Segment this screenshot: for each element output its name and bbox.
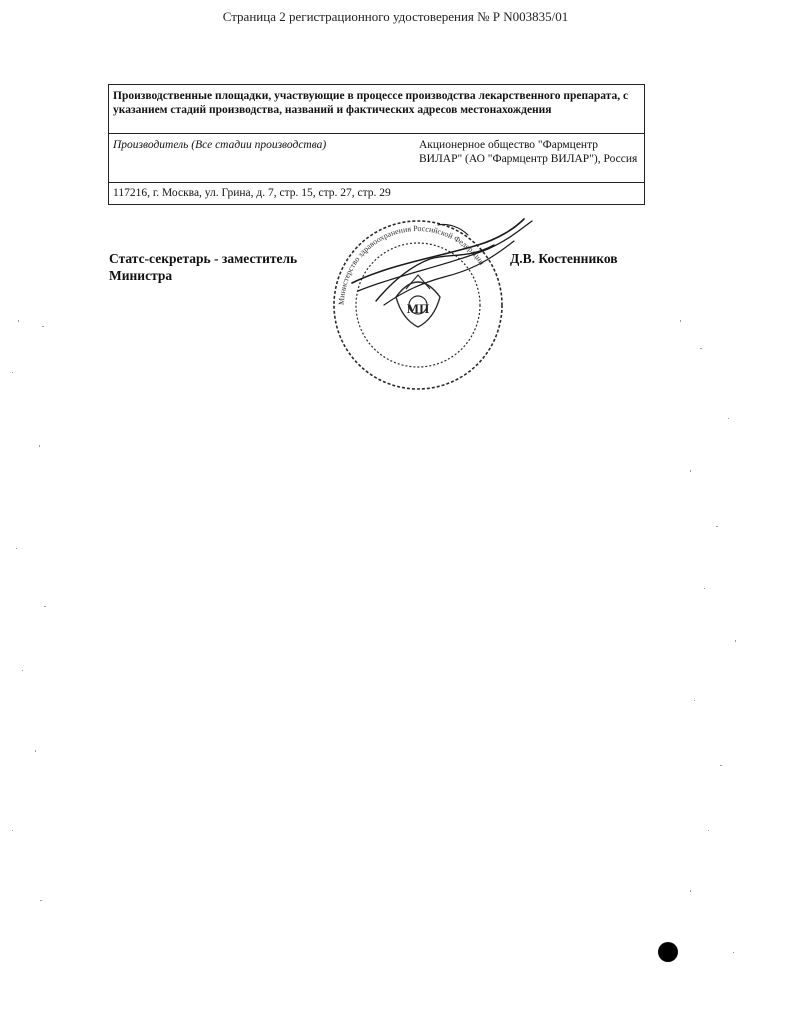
table-heading: Производственные площадки, участвующие в процессе производства лекарственного препарата, с указанием стадий производства, названий и фактических адресов местонахождения <box>109 85 644 134</box>
production-sites-table <box>108 84 645 205</box>
official-stamp-seal <box>318 205 538 395</box>
stamp-ring-text: Министерство здравоохранения Российской Федерации <box>336 223 487 306</box>
signatory-position: Статс-секретарь - заместитель Министра <box>109 251 298 283</box>
punch-hole-dot <box>658 942 678 962</box>
stamp-center-text: МП <box>406 301 430 316</box>
manufacturer-role: Производитель (Все стадии производства) <box>113 139 327 151</box>
page-header: Страница 2 регистрационного удостоверения № Р N003835/01 <box>222 9 569 24</box>
manufacturer-name: Акционерное общество "Фармцентр ВИЛАР" (АО "Фармцентр ВИЛАР"), Россия <box>419 139 638 165</box>
signatory-name: Д.В. Костенников <box>510 251 618 266</box>
manufacturer-row <box>109 134 644 183</box>
manufacturer-address: 117216, г. Москва, ул. Грина, д. 7, стр. 15, стр. 27, стр. 29 <box>113 187 391 199</box>
